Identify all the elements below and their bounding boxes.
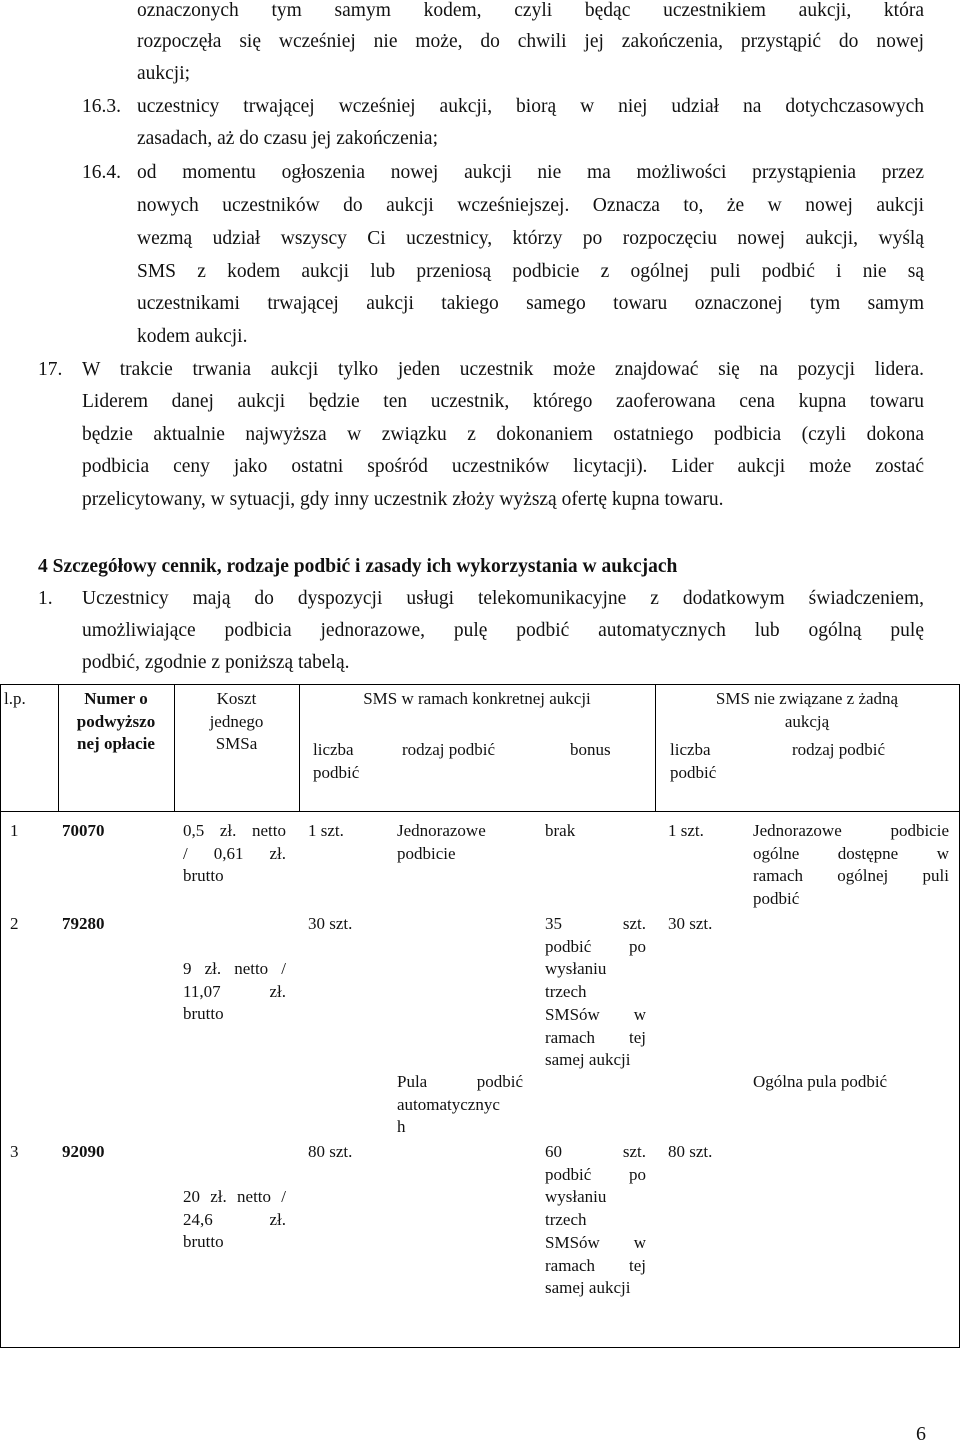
text-line: od momentu ogłoszenia nowej aukcji nie ma możliwości przystąpienia przez xyxy=(137,162,924,183)
header-sms-nie-line: aukcją xyxy=(784,711,830,731)
cell-numer: 79280 xyxy=(62,914,105,933)
text-line: wezmą udział wszyscy Ci uczestnicy, którzy po rozpoczęciu nowej aukcji, wyślą xyxy=(137,228,924,249)
cell-liczba-1: 1 szt. xyxy=(308,821,344,840)
section-heading: 4 Szczegółowy cennik, rodzaje podbić i zasady ich wykorzystania w aukcjach xyxy=(38,556,678,577)
header-liczba-line: liczba xyxy=(313,740,354,759)
cell-liczba-1: 80 szt. xyxy=(308,1142,353,1161)
cell-koszt-line: / 0,61 zł. xyxy=(183,843,286,863)
cell-bonus-line: samej aukcji xyxy=(545,1278,631,1298)
cell-bonus xyxy=(545,913,646,1072)
cell-rodzaj-line: Jednorazowe xyxy=(397,821,486,840)
cell-liczba-1: 30 szt. xyxy=(308,914,353,933)
cell-liczba-2: 80 szt. xyxy=(668,1142,713,1161)
header-koszt-line: Koszt xyxy=(216,689,257,708)
header-numer-line: podwyższo xyxy=(76,711,156,731)
cell-koszt-line: 0,5 zł. netto xyxy=(183,821,286,840)
cell-bonus-line: SMSów w xyxy=(545,1004,646,1024)
text-line: rozpoczęła się wcześniej nie może, do chwili jej zakończenia, przystąpić do nowej xyxy=(137,31,924,52)
table-border-left xyxy=(0,684,1,1348)
text-line: kodem aukcji. xyxy=(137,326,248,347)
header-liczba-2 xyxy=(670,739,716,784)
cell-numer: 92090 xyxy=(62,1142,105,1161)
cell-pula-auto xyxy=(397,1071,523,1139)
cell-pula-line: h xyxy=(397,1117,406,1137)
cell-bonus-line: wysłaniu xyxy=(545,1187,607,1207)
cell-rodzaj-1 xyxy=(397,820,486,865)
cell-koszt-line: brutto xyxy=(183,866,224,886)
header-koszt-line: SMSa xyxy=(215,734,258,754)
header-liczba-1 xyxy=(313,739,359,784)
header-numer xyxy=(58,688,174,756)
text-line: przelicytowany, w sytuacji, gdy inny uczestnik złoży wyższą ofertę kupna towaru. xyxy=(82,489,724,510)
cell-liczba-2: 30 szt. xyxy=(668,914,713,933)
cell-rodzaj-line: podbicie xyxy=(397,843,456,863)
header-liczba-line: podbić xyxy=(313,762,360,782)
header-lp: l.p. xyxy=(4,689,26,708)
cell-lp: 3 xyxy=(10,1142,19,1161)
text-line: uczestnicy trwającej wcześniej aukcji, biorą w niej udział na dotychczasowych xyxy=(137,96,924,117)
cell-bonus-line: trzech xyxy=(545,1210,587,1230)
cell-koszt-line: 24,6 zł. xyxy=(183,1209,286,1229)
header-sms-aukcji: SMS w ramach konkretnej aukcji xyxy=(363,689,591,708)
cell-bonus-line: ramach tej xyxy=(545,1255,646,1275)
header-sms-nie xyxy=(655,688,959,733)
header-liczba-line: liczba xyxy=(670,740,711,759)
text-line: nowych uczestników do aukcji wcześniejszej. Oznacza to, że w nowej aukcji xyxy=(137,195,924,216)
cell-liczba-2: 1 szt. xyxy=(668,821,704,840)
table-border-top xyxy=(0,684,960,685)
cell-rodzaj-line: ogólne dostępne w xyxy=(753,843,949,863)
table-border-bottom xyxy=(0,1347,960,1348)
cell-bonus-line: SMSów w xyxy=(545,1232,646,1252)
cell-pula-ogolna: Ogólna pula podbić xyxy=(753,1072,888,1091)
header-sms-nie-line: SMS nie związane z żadną xyxy=(715,689,899,708)
cell-koszt-line: 9 zł. netto / xyxy=(183,959,286,978)
text-line: umożliwiające podbicia jednorazowe, pulę podbić automatycznych lub ogólną pulę xyxy=(82,620,924,641)
cell-rodzaj-2 xyxy=(753,820,949,911)
header-rodzaj-1: rodzaj podbić xyxy=(402,740,495,759)
cell-koszt-line: 11,07 zł. xyxy=(183,981,286,1001)
cell-rodzaj-line: ramach ogólnej puli xyxy=(753,866,949,886)
cell-bonus-line: ramach tej xyxy=(545,1027,646,1047)
list-number: 16.4. xyxy=(82,162,121,183)
cell-bonus-line: wysłaniu xyxy=(545,959,607,979)
header-liczba-line: podbić xyxy=(670,762,717,782)
cell-numer: 70070 xyxy=(62,821,105,840)
cell-koszt xyxy=(183,820,286,888)
page-number: 6 xyxy=(916,1423,926,1445)
header-bonus: bonus xyxy=(570,740,611,759)
cell-bonus-line: podbić po xyxy=(545,936,646,956)
header-koszt xyxy=(174,688,299,756)
text-line: podbić, zgodnie z poniższą tabelą. xyxy=(82,652,350,673)
cell-bonus: brak xyxy=(545,821,576,840)
cell-bonus-line: samej aukcji xyxy=(545,1050,631,1070)
cell-koszt-line: brutto xyxy=(183,1232,224,1252)
text-line: W trakcie trwania aukcji tylko jeden uczestnik może znajdować się na pozycji lidera. xyxy=(82,359,924,380)
text-line: oznaczonych tym samym kodem, czyli będąc uczestnikiem aukcji, która xyxy=(137,0,924,21)
cell-koszt-line: brutto xyxy=(183,1004,224,1024)
text-line: Uczestnicy mają do dyspozycji usługi telekomunikacyjne z dodatkowym świadczeniem, xyxy=(82,588,924,609)
cell-koszt xyxy=(183,1186,286,1254)
text-line: aukcji; xyxy=(137,63,191,84)
cell-pula-line: automatycznyc xyxy=(397,1094,500,1114)
list-number: 16.3. xyxy=(82,96,121,117)
list-number: 1. xyxy=(38,588,53,609)
header-numer-line: Numer o xyxy=(84,689,148,708)
header-numer-line: nej opłacie xyxy=(77,734,155,754)
cell-lp: 2 xyxy=(10,914,19,933)
text-line: Liderem danej aukcji będzie ten uczestnik, którego zaoferowana cena kupna towaru xyxy=(82,391,924,412)
cell-lp: 1 xyxy=(10,821,19,840)
cell-bonus-line: podbić po xyxy=(545,1164,646,1184)
cell-koszt xyxy=(183,958,286,1026)
cell-bonus-line: 35 szt. xyxy=(545,914,646,933)
cell-koszt-line: 20 zł. netto / xyxy=(183,1187,286,1206)
cell-bonus xyxy=(545,1141,646,1300)
text-line: zasadach, aż do czasu jej zakończenia; xyxy=(137,128,438,149)
header-koszt-line: jednego xyxy=(209,711,264,731)
text-line: uczestnikami trwającej aukcji takiego samego towaru oznaczonej tym samym xyxy=(137,293,924,314)
text-line: podbicia ceny jako ostatni spośród uczestników licytacji). Lider aukcji może zostać xyxy=(82,456,924,477)
cell-rodzaj-line: podbić xyxy=(753,889,800,909)
list-number: 17. xyxy=(38,359,63,380)
table-header-divider xyxy=(0,811,960,812)
cell-bonus-line: 60 szt. xyxy=(545,1142,646,1161)
cell-rodzaj-line: Jednorazowe podbicie xyxy=(753,821,949,840)
text-line: będzie aktualnie najwyższa w związku z dokonaniem ostatniego podbicia (czyli dokona xyxy=(82,424,924,445)
header-rodzaj-2: rodzaj podbić xyxy=(792,740,885,759)
cell-pula-line: Pula podbić xyxy=(397,1072,523,1091)
text-line: SMS z kodem aukcji lub przeniosą podbicie z ogólnej puli podbić i nie są xyxy=(137,261,924,282)
cell-bonus-line: trzech xyxy=(545,982,587,1002)
